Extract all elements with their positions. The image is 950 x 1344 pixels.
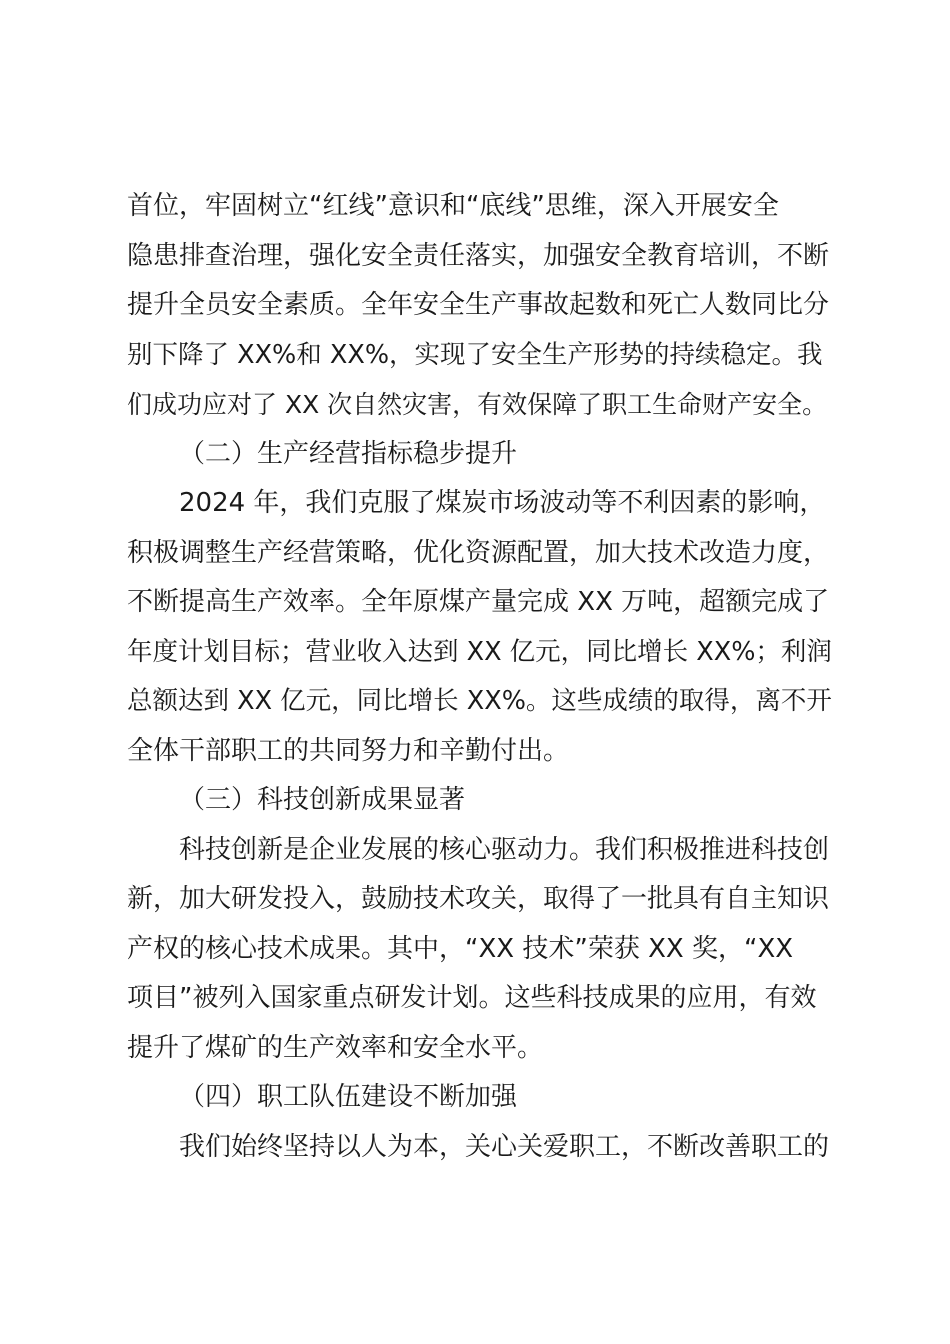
body-line: 首位，牢固树立“红线”意识和“底线”思维，深入开展安全 xyxy=(127,191,779,221)
body-line: 年度计划目标；营业收入达到 XX 亿元，同比增长 XX%；利润 xyxy=(127,636,832,667)
body-line: 产权的核心技术成果。其中，“XX 技术”荣获 XX 奖，“XX xyxy=(127,933,794,964)
body-line: 别下降了 XX%和 XX%，实现了安全生产形势的持续稳定。我 xyxy=(127,339,823,370)
section-heading-4: （四）职工队伍建设不断加强 xyxy=(179,1082,518,1112)
body-line: 们成功应对了 XX 次自然灾害，有效保障了职工生命财产安全。 xyxy=(127,390,828,419)
body-line: 提升全员安全素质。全年安全生产事故起数和死亡人数同比分 xyxy=(127,290,830,320)
body-line: 提升了煤矿的生产效率和安全水平。 xyxy=(127,1032,544,1063)
section-heading-2: （二）生产经营指标稳步提升 xyxy=(179,438,518,469)
paragraph-first-line: 2024 年，我们克服了煤炭市场波动等不利因素的影响， xyxy=(179,488,826,518)
body-line: 积极调整生产经营策略，优化资源配置，加大技术改造力度， xyxy=(127,537,830,568)
section-heading-3: （三）科技创新成果显著 xyxy=(179,785,466,815)
body-line: 新，加大研发投入，鼓励技术攻关，取得了一批具有自主知识 xyxy=(127,884,830,914)
paragraph-first-line: 我们始终坚持以人为本，关心关爱职工，不断改善职工的 xyxy=(179,1131,830,1162)
body-line: 总额达到 XX 亿元，同比增长 XX%。这些成绩的取得，离不开 xyxy=(127,686,832,716)
body-line: 全体干部职工的共同努力和辛勤付出。 xyxy=(127,735,570,766)
document-body xyxy=(127,182,833,1172)
paragraph-first-line: 科技创新是企业发展的核心驱动力。我们积极推进科技创 xyxy=(179,834,830,865)
body-line: 不断提高生产效率。全年原煤产量完成 XX 万吨，超额完成了 xyxy=(127,587,830,617)
body-line: 隐患排查治理，强化安全责任落实，加强安全教育培训，不断 xyxy=(127,240,830,271)
body-line: 项目”被列入国家重点研发计划。这些科技成果的应用，有效 xyxy=(127,983,817,1013)
